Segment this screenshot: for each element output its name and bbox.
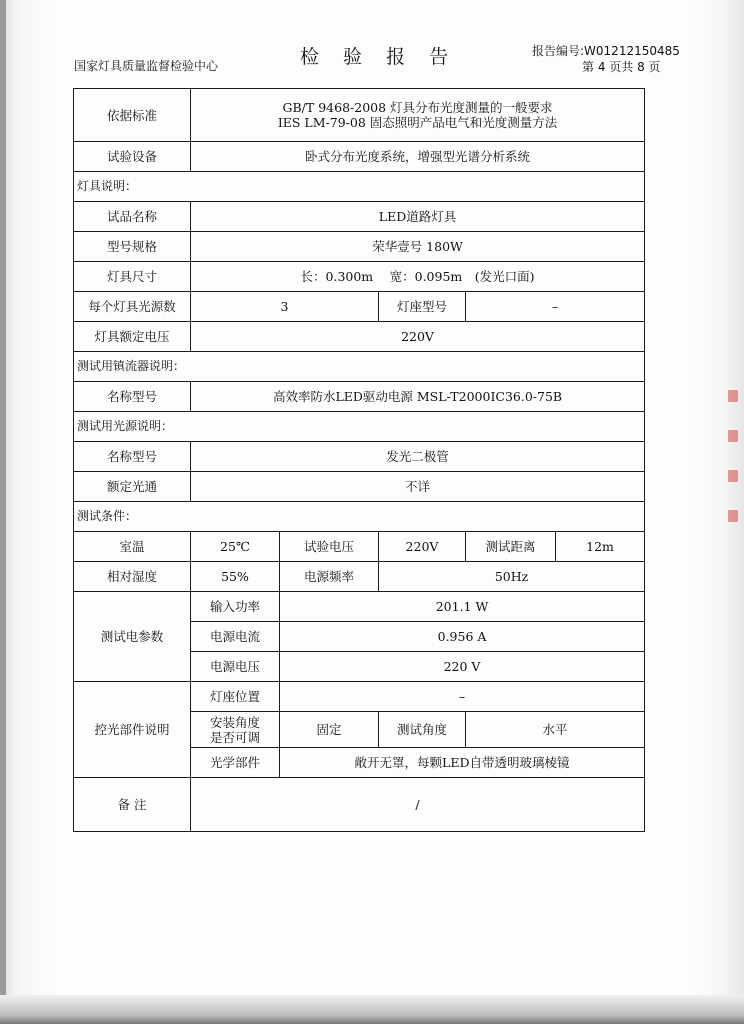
remarks-value: / bbox=[191, 778, 645, 832]
report-number: 报告编号:W01212150485 bbox=[532, 44, 680, 58]
sources-count-value: 3 bbox=[191, 292, 379, 322]
equipment-label: 试验设备 bbox=[74, 142, 191, 172]
socket-position-value: – bbox=[280, 682, 645, 712]
table-row bbox=[74, 502, 645, 532]
sources-count-label: 每个灯具光源数 bbox=[74, 292, 191, 322]
electrical-params-label: 测试电参数 bbox=[74, 592, 191, 682]
page-title: 检 验 报 告 bbox=[300, 46, 458, 68]
voltage-label: 电源电压 bbox=[191, 652, 280, 682]
table-row bbox=[74, 562, 645, 592]
light-control-label: 控光部件说明 bbox=[74, 682, 191, 778]
table-row bbox=[74, 778, 645, 832]
mount-angle-value: 固定 bbox=[280, 712, 379, 748]
page-bottom-shadow bbox=[0, 995, 744, 1024]
standard-line-2: IES LM-79-08 固态照明产品电气和光度测量方法 bbox=[277, 115, 558, 130]
size-value: 长：0.300m 宽：0.095m (发光口面) bbox=[191, 262, 645, 292]
test-angle-value: 水平 bbox=[466, 712, 645, 748]
sample-name-label: 试品名称 bbox=[74, 202, 191, 232]
test-voltage-value: 220V bbox=[379, 532, 466, 562]
mount-angle-label bbox=[191, 712, 280, 748]
model-value: 荣华壹号 180W bbox=[191, 232, 645, 262]
test-report-table bbox=[73, 88, 645, 832]
page-binding-edge bbox=[0, 0, 6, 1024]
mount-angle-label-line-2: 是否可调 bbox=[209, 729, 260, 745]
table-row bbox=[74, 232, 645, 262]
seal-stamp-edge bbox=[728, 390, 738, 540]
test-voltage-label: 试验电压 bbox=[280, 532, 379, 562]
input-power-value: 201.1 W bbox=[280, 592, 645, 622]
table-row bbox=[74, 352, 645, 382]
table-row bbox=[74, 142, 645, 172]
table-row bbox=[74, 172, 645, 202]
table-row bbox=[74, 442, 645, 472]
standard-label: 依据标准 bbox=[74, 89, 191, 142]
table-row bbox=[74, 412, 645, 442]
test-conditions-heading: 测试条件： bbox=[74, 502, 645, 532]
light-source-heading: 测试用光源说明： bbox=[74, 412, 645, 442]
table-row bbox=[74, 472, 645, 502]
source-name-value: 发光二极管 bbox=[191, 442, 645, 472]
rated-voltage-label: 灯具额定电压 bbox=[74, 322, 191, 352]
source-name-label: 名称型号 bbox=[74, 442, 191, 472]
voltage-value: 220 V bbox=[280, 652, 645, 682]
equipment-value: 卧式分布光度系统，增强型光谱分析系统 bbox=[191, 142, 645, 172]
page-number: 第 4 页共 8 页 bbox=[582, 60, 661, 74]
input-power-label: 输入功率 bbox=[191, 592, 280, 622]
sample-name-value: LED道路灯具 bbox=[191, 202, 645, 232]
rated-flux-label: 额定光通 bbox=[74, 472, 191, 502]
table-row bbox=[74, 89, 645, 142]
test-distance-label: 测试距离 bbox=[466, 532, 556, 562]
test-distance-value: 12m bbox=[556, 532, 645, 562]
frequency-label: 电源频率 bbox=[280, 562, 379, 592]
model-label: 型号规格 bbox=[74, 232, 191, 262]
optics-value: 敞开无罩，每颗LED自带透明玻璃棱镜 bbox=[280, 748, 645, 778]
remarks-label: 备 注 bbox=[74, 778, 191, 832]
table-row bbox=[74, 592, 645, 622]
table-row bbox=[74, 322, 645, 352]
test-angle-label: 测试角度 bbox=[379, 712, 466, 748]
rated-voltage-value: 220V bbox=[191, 322, 645, 352]
room-temp-value: 25℃ bbox=[191, 532, 280, 562]
mount-angle-label-line-1: 安装角度 bbox=[209, 714, 260, 730]
organization-name: 国家灯具质量监督检验中心 bbox=[74, 59, 219, 73]
socket-type-label: 灯座型号 bbox=[379, 292, 466, 322]
ballast-name-value: 高效率防水LED驱动电源 MSL-T2000IC36.0-75B bbox=[191, 382, 645, 412]
table-row bbox=[74, 682, 645, 712]
table-row bbox=[74, 532, 645, 562]
ballast-heading: 测试用镇流器说明： bbox=[74, 352, 645, 382]
current-label: 电源电流 bbox=[191, 622, 280, 652]
table-row bbox=[74, 292, 645, 322]
standard-value bbox=[191, 89, 645, 142]
table-row bbox=[74, 382, 645, 412]
optics-label: 光学部件 bbox=[191, 748, 280, 778]
humidity-label: 相对湿度 bbox=[74, 562, 191, 592]
table-row bbox=[74, 262, 645, 292]
table-row bbox=[74, 202, 645, 232]
rated-flux-value: 不详 bbox=[191, 472, 645, 502]
standard-line-1: GB/T 9468-2008 灯具分布光度测量的一般要求 bbox=[282, 100, 553, 115]
room-temp-label: 室温 bbox=[74, 532, 191, 562]
frequency-value: 50Hz bbox=[379, 562, 645, 592]
current-value: 0.956 A bbox=[280, 622, 645, 652]
lamp-description-heading: 灯具说明： bbox=[74, 172, 645, 202]
socket-type-value: – bbox=[466, 292, 645, 322]
socket-position-label: 灯座位置 bbox=[191, 682, 280, 712]
humidity-value: 55% bbox=[191, 562, 280, 592]
ballast-name-label: 名称型号 bbox=[74, 382, 191, 412]
size-label: 灯具尺寸 bbox=[74, 262, 191, 292]
